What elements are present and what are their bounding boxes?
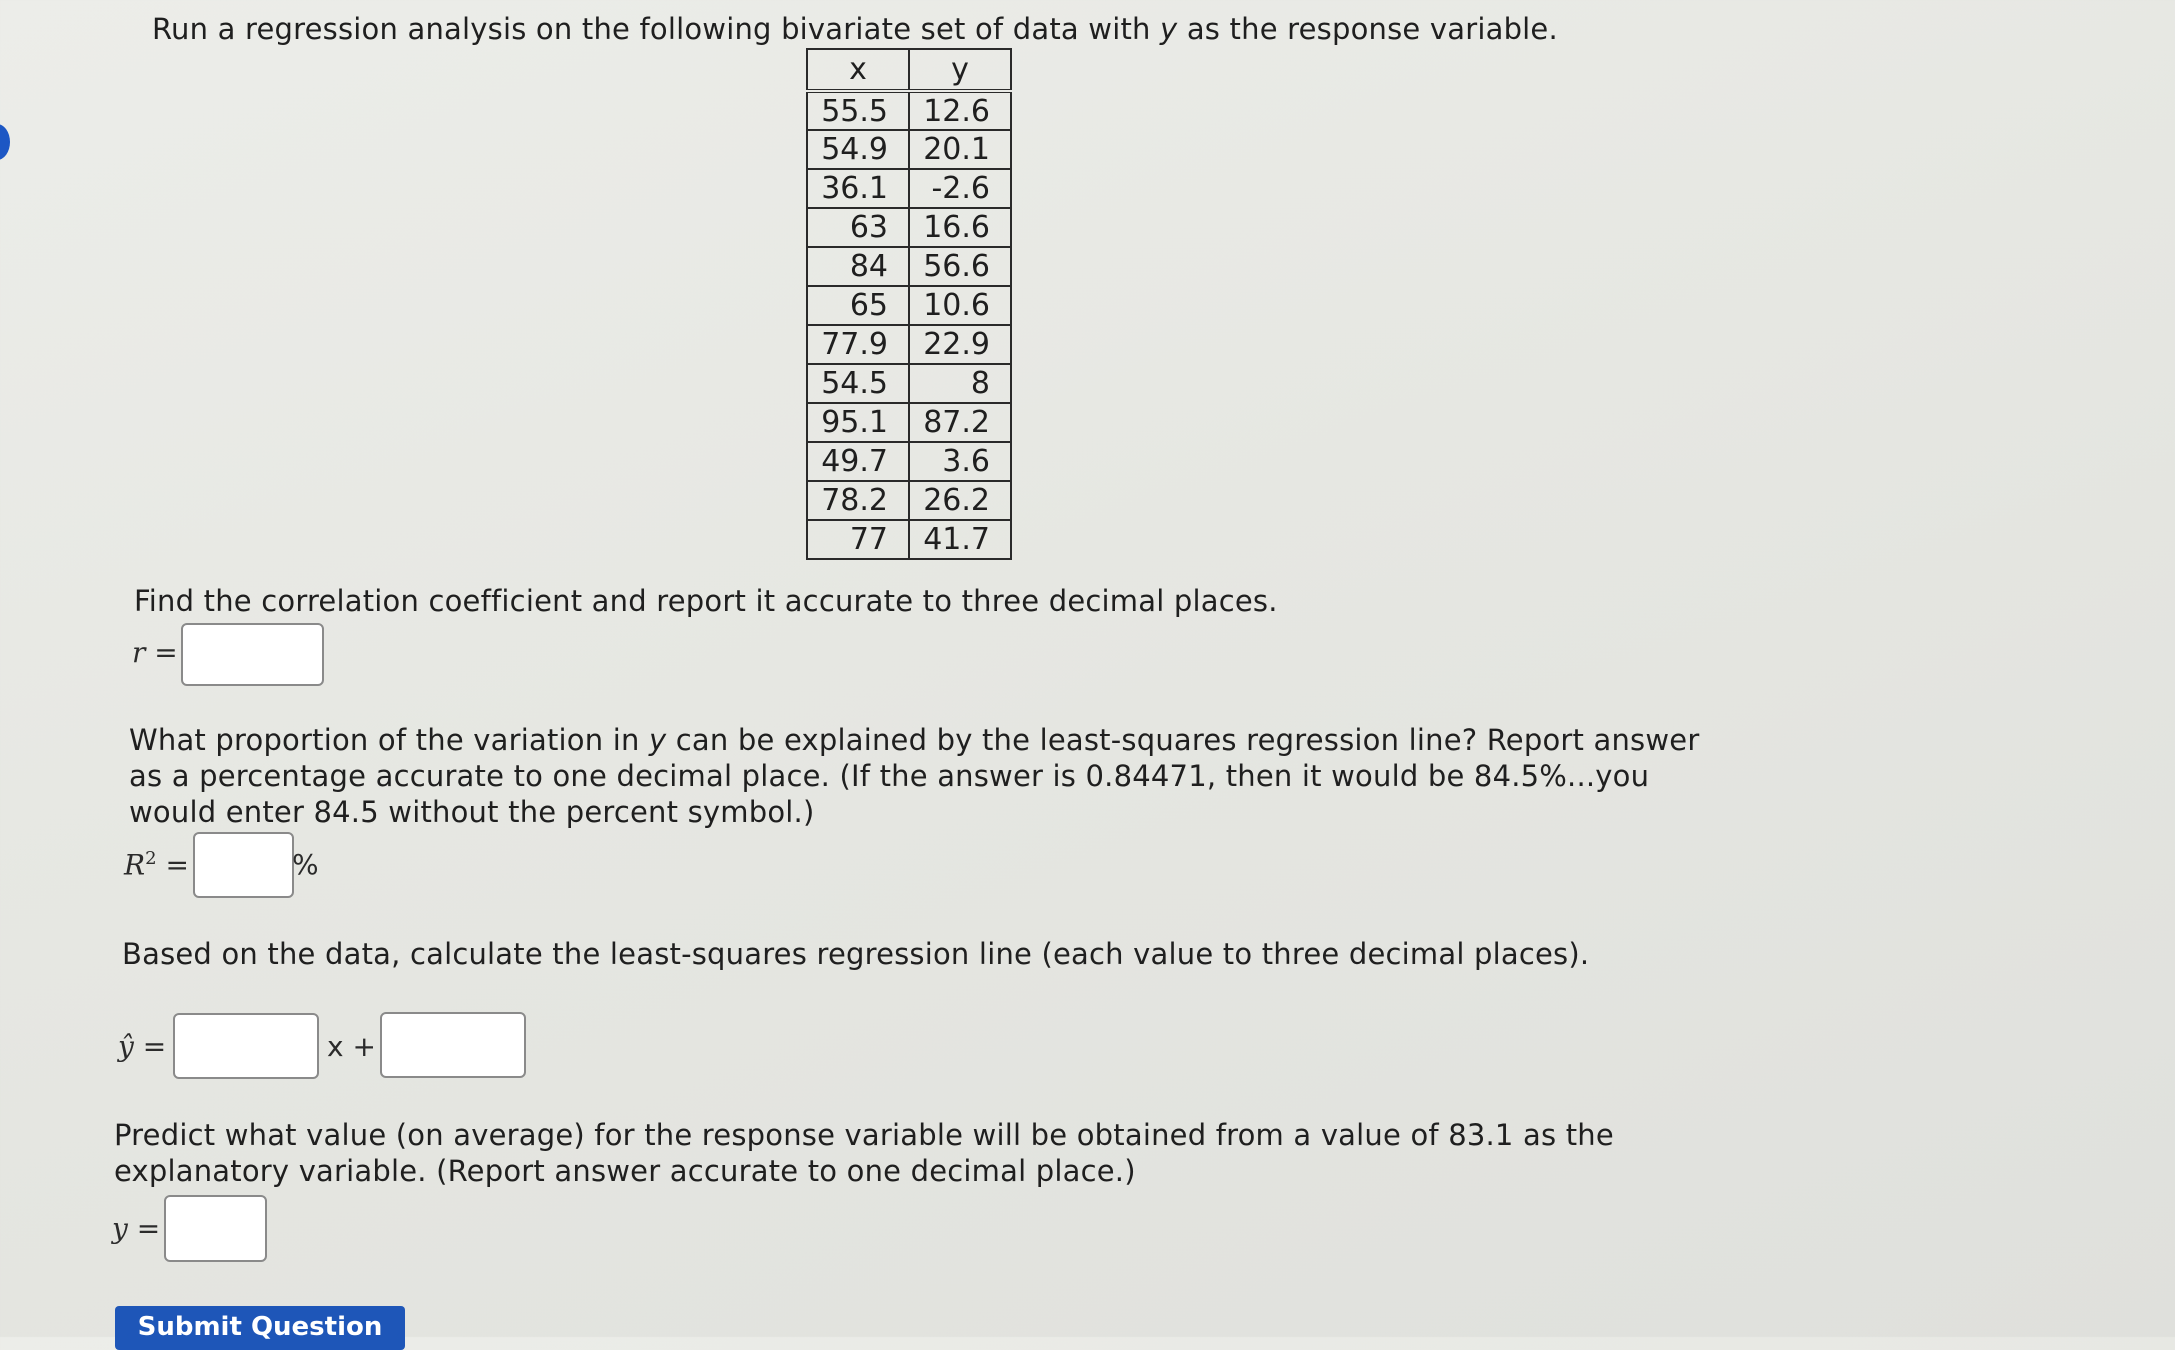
y-hat-symbol: ŷ [118,1030,134,1063]
column-header-x: x [807,49,909,91]
table-row [807,91,1011,130]
line1-variable: y [648,723,667,757]
x-cell: 49.7 [807,442,909,481]
y-hat-equals: = [133,1030,167,1063]
correlation-input[interactable] [181,623,324,686]
prediction-question [114,1117,1614,1189]
y-prediction-symbol: y [112,1212,128,1245]
y-cell: 41.7 [909,520,1011,559]
line1-after: can be explained by the least-squares regression line? Report answer [666,723,1700,757]
r-squared-label [124,848,189,881]
x-cell: 84 [807,247,909,286]
r-squared-question [129,722,1699,830]
prediction-input[interactable] [164,1195,267,1262]
side-indicator [0,124,10,160]
prompt-after: as the response variable. [1177,12,1558,46]
y-cell: 8 [909,364,1011,403]
table-row [807,364,1011,403]
r-squared-exponent: 2 [145,848,157,869]
table-row [807,247,1011,286]
submit-question-button[interactable]: Submit Question [115,1306,405,1350]
table-row [807,208,1011,247]
r-squared-question-line1 [129,722,1699,758]
line1-before: What proportion of the variation in [129,723,649,757]
table-row [807,286,1011,325]
x-cell: 77.9 [807,325,909,364]
y-cell: 22.9 [909,325,1011,364]
x-cell: 54.5 [807,364,909,403]
x-cell: 36.1 [807,169,909,208]
r-squared-symbol: R [124,848,146,882]
y-cell: -2.6 [909,169,1011,208]
prompt-variable: y [1160,12,1178,46]
slope-input[interactable] [173,1013,319,1079]
r-label [132,636,178,669]
regression-question: Based on the data, calculate the least-squares regression line (each value to three decimal places). [122,937,1590,971]
x-cell: 55.5 [807,91,909,130]
table-row [807,325,1011,364]
prediction-question-line1: Predict what value (on average) for the response variable will be obtained from a value of 83.1 as the [114,1118,1614,1152]
y-prediction-label [112,1212,160,1245]
y-cell: 12.6 [909,91,1011,130]
prediction-question-line2: explanatory variable. (Report answer accurate to one decimal place.) [114,1154,1136,1188]
y-cell: 16.6 [909,208,1011,247]
data-table [806,48,1012,560]
y-cell: 56.6 [909,247,1011,286]
y-cell: 87.2 [909,403,1011,442]
y-cell: 20.1 [909,130,1011,169]
x-cell: 95.1 [807,403,909,442]
y-hat-label [118,1030,166,1063]
x-cell: 63 [807,208,909,247]
r-squared-equals: = [156,848,189,882]
r-squared-input[interactable] [193,832,294,898]
percent-suffix: % [292,848,319,881]
x-cell: 78.2 [807,481,909,520]
y-cell: 26.2 [909,481,1011,520]
r-equals: = [145,636,178,669]
x-plus-label: x + [327,1030,376,1063]
table-header-row [807,49,1011,91]
table-row [807,130,1011,169]
question-prompt [152,12,1558,46]
r-squared-question-line3: would enter 84.5 without the percent symbol.) [129,795,815,829]
table-row [807,442,1011,481]
x-cell: 65 [807,286,909,325]
x-cell: 54.9 [807,130,909,169]
table-row [807,481,1011,520]
correlation-question: Find the correlation coefficient and report it accurate to three decimal places. [134,584,1278,618]
table-row [807,520,1011,559]
table-row [807,169,1011,208]
intercept-input[interactable] [380,1012,526,1078]
r-symbol: r [132,636,146,669]
prompt-before: Run a regression analysis on the following bivariate set of data with [152,12,1161,46]
y-cell: 10.6 [909,286,1011,325]
y-prediction-equals: = [127,1212,161,1245]
r-squared-question-line2: as a percentage accurate to one decimal place. (If the answer is 0.84471, then it would be 84.5%...you [129,759,1650,793]
column-header-y: y [909,49,1011,91]
x-cell: 77 [807,520,909,559]
table-row [807,403,1011,442]
y-cell: 3.6 [909,442,1011,481]
